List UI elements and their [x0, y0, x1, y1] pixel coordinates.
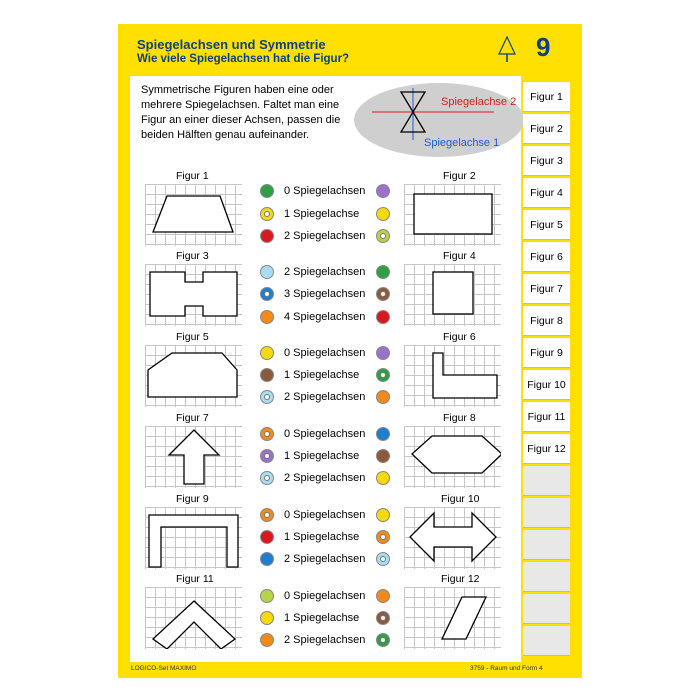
figure-12-title: Figur 12 [441, 573, 480, 585]
answer-dot-left[interactable] [260, 508, 274, 522]
option-label: 2 Spiegelachsen [284, 266, 366, 278]
figure-11-grid [145, 587, 242, 649]
side-tile-figur-12[interactable]: Figur 12 [523, 434, 570, 464]
option-row [259, 631, 399, 651]
side-tile-figur-5[interactable]: Figur 5 [523, 210, 570, 240]
answer-dot-right[interactable] [376, 508, 390, 522]
page-subtitle: Wie viele Spiegelachsen hat die Figur? [137, 53, 350, 65]
tree-icon [497, 36, 517, 64]
option-row [259, 425, 399, 445]
option-row [259, 609, 399, 629]
option-row [259, 388, 399, 408]
side-tile-figur-8[interactable]: Figur 8 [523, 306, 570, 336]
option-row [259, 587, 399, 607]
answer-dot-right[interactable] [376, 427, 390, 441]
option-label: 4 Spiegelachsen [284, 311, 366, 323]
option-row [259, 528, 399, 548]
figure-2-title: Figur 2 [443, 170, 476, 182]
answer-dot-right[interactable] [376, 552, 390, 566]
option-row [259, 447, 399, 467]
answer-dot-right[interactable] [376, 229, 390, 243]
answer-dot-left[interactable] [260, 611, 274, 625]
figure-10-title: Figur 10 [441, 493, 480, 505]
side-tile-empty [523, 562, 570, 592]
figure-1-title: Figur 1 [176, 170, 209, 182]
answer-dot-right[interactable] [376, 390, 390, 404]
side-tile-empty [523, 530, 570, 560]
answer-dot-left[interactable] [260, 310, 274, 324]
option-row [259, 550, 399, 570]
answer-dot-left[interactable] [260, 589, 274, 603]
figure-7-grid [145, 426, 242, 488]
side-tile-empty [523, 498, 570, 528]
figure-10-grid [404, 507, 501, 569]
option-row [259, 263, 399, 283]
figure-6-title: Figur 6 [443, 331, 476, 343]
figure-4-title: Figur 4 [443, 250, 476, 262]
answer-dot-right[interactable] [376, 207, 390, 221]
intro-text: Symmetrische Figuren haben eine oder mehrere Spiegelachsen. Faltet man eine Figur an einer dieser Achsen, passen die beiden Hälften genau aufeinander. [141, 84, 341, 141]
axis1-label: Spiegelachse 1 [424, 137, 500, 149]
answer-dot-left[interactable] [260, 207, 274, 221]
option-label: 0 Spiegelachsen [284, 428, 366, 440]
answer-dot-left[interactable] [260, 427, 274, 441]
answer-dot-left[interactable] [260, 265, 274, 279]
option-label: 1 Spiegelachse [284, 450, 360, 462]
side-tile-figur-7[interactable]: Figur 7 [523, 274, 570, 304]
answer-dot-left[interactable] [260, 229, 274, 243]
side-tile-figur-4[interactable]: Figur 4 [523, 178, 570, 208]
answer-dot-right[interactable] [376, 449, 390, 463]
axis2-label: Spiegelachse 2 [441, 96, 517, 108]
option-label: 0 Spiegelachsen [284, 185, 366, 197]
answer-dot-right[interactable] [376, 287, 390, 301]
page-title: Spiegelachsen und Symmetrie [137, 37, 326, 52]
option-label: 2 Spiegelachsen [284, 230, 366, 242]
side-tile-figur-1[interactable]: Figur 1 [523, 82, 570, 112]
option-label: 1 Spiegelachse [284, 208, 360, 220]
option-row [259, 344, 399, 364]
answer-dot-right[interactable] [376, 184, 390, 198]
figure-9-title: Figur 9 [176, 493, 209, 505]
figure-7-title: Figur 7 [176, 412, 209, 424]
footer-left: LOGICO-Set MAXIMO [131, 665, 197, 672]
option-label: 0 Spiegelachsen [284, 347, 366, 359]
figure-11-title: Figur 11 [176, 573, 214, 585]
option-label: 3 Spiegelachsen [284, 288, 366, 300]
answer-dot-left[interactable] [260, 471, 274, 485]
footer-right: 3759 - Raum und Form 4 [470, 665, 543, 672]
option-row [259, 366, 399, 386]
option-row [259, 308, 399, 328]
option-row [259, 469, 399, 489]
side-tile-figur-10[interactable]: Figur 10 [523, 370, 570, 400]
side-tile-figur-9[interactable]: Figur 9 [523, 338, 570, 368]
side-tile-figur-2[interactable]: Figur 2 [523, 114, 570, 144]
side-tile-figur-3[interactable]: Figur 3 [523, 146, 570, 176]
figure-5-title: Figur 5 [176, 331, 209, 343]
option-row [259, 506, 399, 526]
figure-1-grid [145, 184, 242, 246]
option-row [259, 205, 399, 225]
answer-dot-left[interactable] [260, 184, 274, 198]
figure-4-grid [404, 264, 501, 326]
answer-dot-left[interactable] [260, 530, 274, 544]
answer-dot-right[interactable] [376, 265, 390, 279]
side-tile-figur-11[interactable]: Figur 11 [523, 402, 570, 432]
option-row [259, 285, 399, 305]
answer-dot-left[interactable] [260, 287, 274, 301]
answer-dot-left[interactable] [260, 368, 274, 382]
side-tile-empty [523, 594, 570, 624]
option-label: 1 Spiegelachse [284, 369, 360, 381]
figure-2-grid [404, 184, 501, 246]
option-label: 1 Spiegelachse [284, 612, 360, 624]
option-label: 0 Spiegelachsen [284, 590, 366, 602]
answer-dot-right[interactable] [376, 471, 390, 485]
option-label: 1 Spiegelachse [284, 531, 360, 543]
figure-8-grid [404, 426, 501, 488]
answer-dot-right[interactable] [376, 589, 390, 603]
option-label: 2 Spiegelachsen [284, 391, 366, 403]
answer-dot-right[interactable] [376, 530, 390, 544]
side-tile-empty [523, 466, 570, 496]
option-label: 0 Spiegelachsen [284, 509, 366, 521]
answer-dot-left[interactable] [260, 552, 274, 566]
figure-3-grid [145, 264, 242, 326]
figure-12-grid [404, 587, 501, 649]
side-tile-figur-6[interactable]: Figur 6 [523, 242, 570, 272]
figure-6-grid [404, 345, 501, 407]
figure-9-grid [145, 507, 242, 569]
answer-dot-right[interactable] [376, 310, 390, 324]
answer-dot-left[interactable] [260, 346, 274, 360]
answer-dot-right[interactable] [376, 611, 390, 625]
side-tile-empty [523, 626, 570, 656]
answer-dot-right[interactable] [376, 368, 390, 382]
option-row [259, 182, 399, 202]
answer-dot-left[interactable] [260, 633, 274, 647]
option-label: 2 Spiegelachsen [284, 634, 366, 646]
answer-dot-right[interactable] [376, 346, 390, 360]
option-label: 2 Spiegelachsen [284, 553, 366, 565]
answer-dot-right[interactable] [376, 633, 390, 647]
figure-5-grid [145, 345, 242, 407]
figure-3-title: Figur 3 [176, 250, 209, 262]
figure-8-title: Figur 8 [443, 412, 476, 424]
answer-dot-left[interactable] [260, 390, 274, 404]
answer-dot-left[interactable] [260, 449, 274, 463]
page-number: 9 [536, 32, 551, 62]
option-row [259, 227, 399, 247]
option-label: 2 Spiegelachsen [284, 472, 366, 484]
